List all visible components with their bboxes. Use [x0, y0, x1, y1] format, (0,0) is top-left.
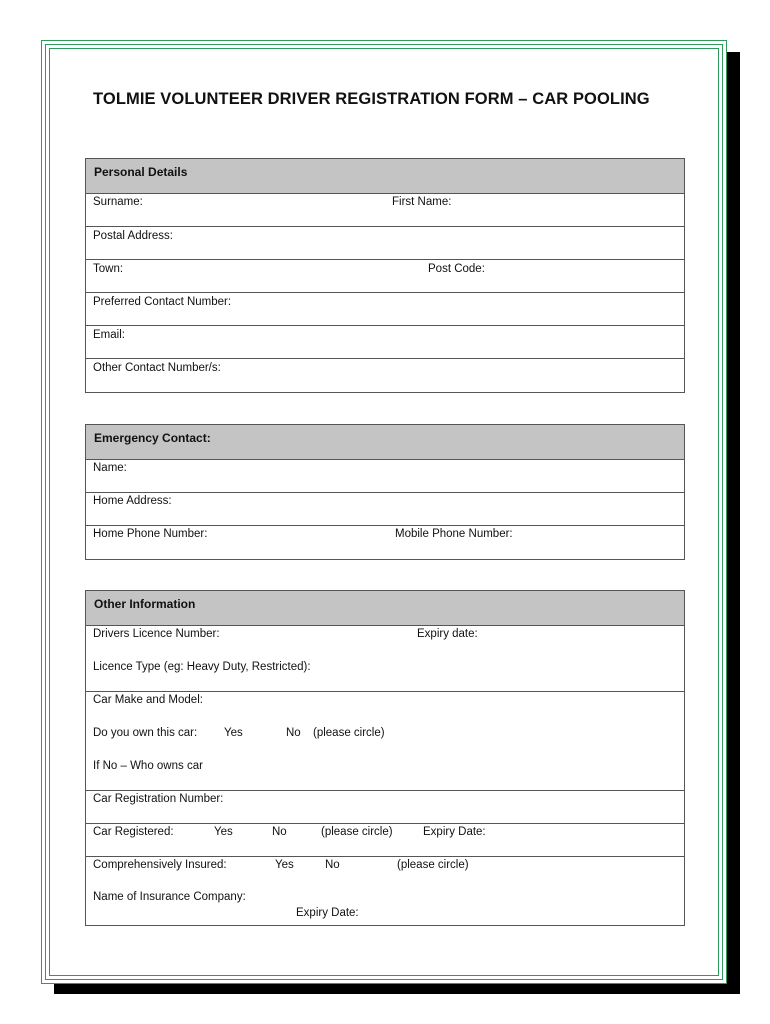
insurance-company-label: Name of Insurance Company:: [93, 891, 246, 903]
licence-number-label: Drivers Licence Number:: [93, 628, 220, 640]
preferred-contact-label: Preferred Contact Number:: [93, 296, 232, 308]
own-car-label: Do you own this car:: [93, 727, 198, 739]
registered-circle-note: (please circle): [321, 826, 393, 838]
registration-number-row[interactable]: [86, 791, 684, 824]
who-owns-label: If No – Who owns car: [93, 760, 203, 772]
registered-yes[interactable]: Yes: [214, 826, 233, 838]
surname-row[interactable]: [86, 194, 684, 227]
post-code-label: Post Code:: [428, 263, 485, 275]
registered-no[interactable]: No: [272, 826, 287, 838]
town-label: Town:: [93, 263, 124, 275]
postal-address-row[interactable]: [86, 227, 684, 260]
form-title: TOLMIE VOLUNTEER DRIVER REGISTRATION FORM – CAR POOLING: [93, 90, 650, 108]
own-car-circle-note: (please circle): [313, 727, 385, 739]
preferred-contact-row[interactable]: [86, 293, 684, 326]
licence-expiry-label: Expiry date:: [417, 628, 478, 640]
car-registered-label: Car Registered:: [93, 826, 174, 838]
emergency-contact-heading: Emergency Contact:: [86, 425, 684, 460]
emergency-name-row[interactable]: [86, 460, 684, 493]
other-contact-label: Other Contact Number/s:: [93, 362, 221, 374]
first-name-label: First Name:: [392, 196, 452, 208]
registration-number-label: Car Registration Number:: [93, 793, 224, 805]
licence-row[interactable]: [86, 626, 684, 692]
home-address-label: Home Address:: [93, 495, 172, 507]
car-registered-row[interactable]: [86, 824, 684, 857]
other-contact-row[interactable]: [86, 359, 684, 392]
other-information-section: [85, 590, 685, 926]
insured-label: Comprehensively Insured:: [93, 859, 227, 871]
own-car-yes[interactable]: Yes: [224, 727, 243, 739]
licence-type-label: Licence Type (eg: Heavy Duty, Restricted):: [93, 661, 311, 673]
emergency-contact-section: [85, 424, 685, 560]
car-make-label: Car Make and Model:: [93, 694, 203, 706]
phone-row[interactable]: [86, 526, 684, 559]
email-row[interactable]: [86, 326, 684, 359]
insured-circle-note: (please circle): [397, 859, 469, 871]
home-address-row[interactable]: [86, 493, 684, 526]
email-label: Email:: [93, 329, 125, 341]
emergency-name-label: Name:: [93, 462, 127, 474]
home-phone-label: Home Phone Number:: [93, 528, 208, 540]
personal-details-section: [85, 158, 685, 393]
insurance-expiry-label: Expiry Date:: [296, 907, 359, 919]
postal-address-label: Postal Address:: [93, 230, 173, 242]
other-information-heading: Other Information: [86, 591, 684, 626]
mobile-phone-label: Mobile Phone Number:: [395, 528, 513, 540]
town-row[interactable]: [86, 260, 684, 293]
insured-yes[interactable]: Yes: [275, 859, 294, 871]
insured-no[interactable]: No: [325, 859, 340, 871]
insurance-row[interactable]: [86, 857, 684, 925]
personal-details-heading: Personal Details: [86, 159, 684, 194]
own-car-no[interactable]: No: [286, 727, 301, 739]
surname-label: Surname:: [93, 196, 143, 208]
car-details-row[interactable]: [86, 692, 684, 791]
registration-expiry-label: Expiry Date:: [423, 826, 486, 838]
